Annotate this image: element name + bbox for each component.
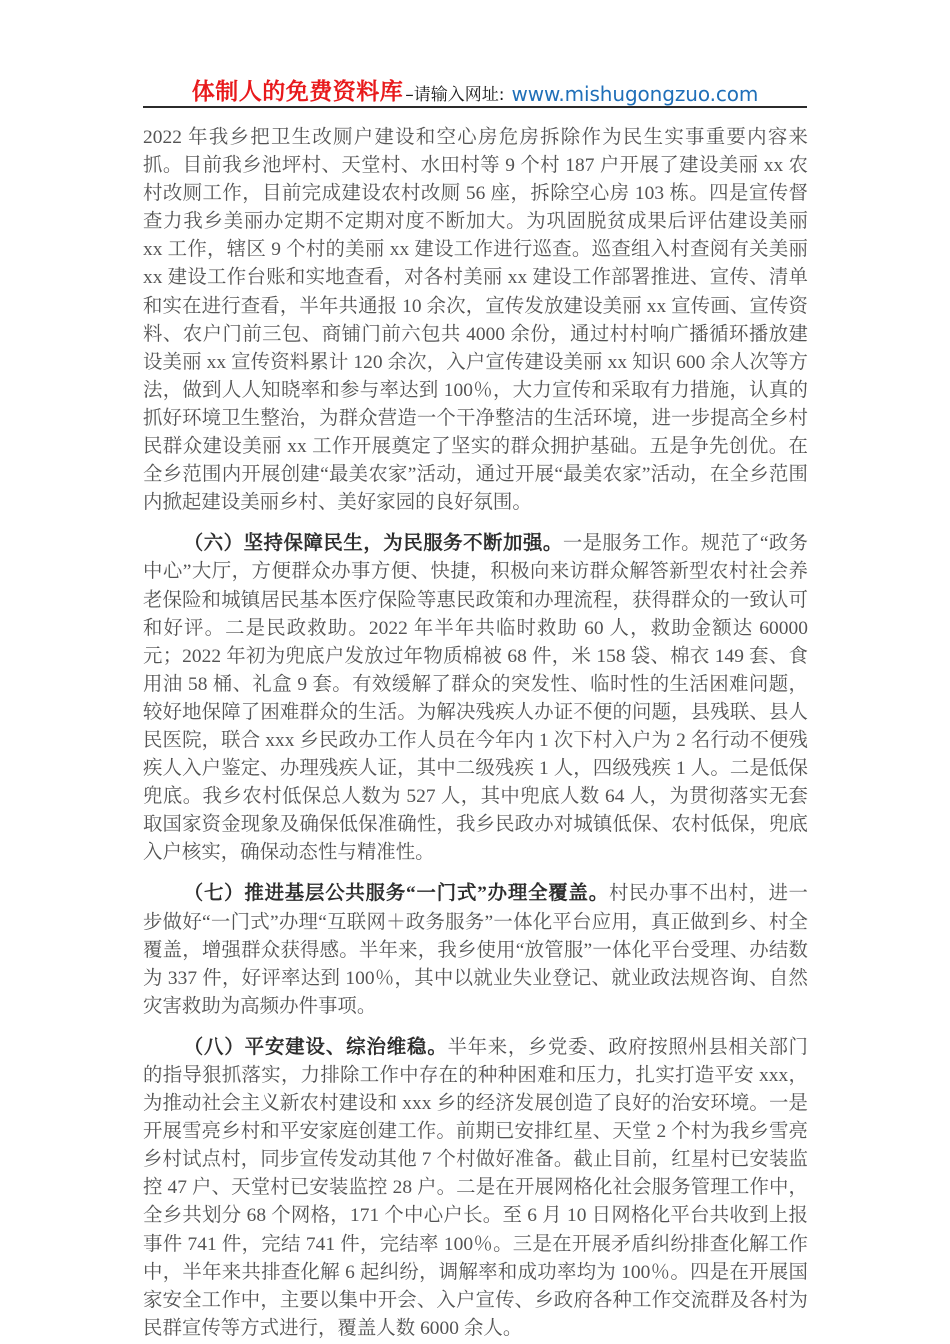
- paragraph-3-text: 村民办事不出村，进一步做好“一门式”办理“互联网＋政务服务”一体化平台应用，真正做到乡、村全覆盖，增强群众获得感。半年来，我乡使用“放管服”一体化平台受理、办结数为 337 件，好评率达到 100％，其中以就业失业登记、就业政法规咨询、自然灾害救助为高频办件事项。: [143, 883, 809, 1017]
- site-watermark-header: [143, 62, 807, 108]
- site-prompt-label: –请输入网址:: [405, 85, 505, 105]
- paragraph-4-text: 半年来，乡党委、政府按照州县相关部门的指导狠抓落实，力排除工作中存在的种种困难和压力，扎实打造平安 xxx，为推动社会主义新农村建设和 xxx 乡的经济发展创造了良好的治安环境。一是开展雪亮乡村和平安家庭创建工作。前期已安排红星、天堂 2 个村为我乡雪亮乡村试点村，同步宣传发动其他 7 个村做好准备。截止目前，红星村已安装监控 47 户、天堂村已安装监控 28 户。二是在开展网格化社会服务管理工作中，全乡共划分 68 个网格，171 个中心户长。至 6 月 10 日网格化平台共收到上报事件 741 件，完结 741 件，完结率 100％。三是在开展矛盾纠纷排查化解工作中，半年来共排查化解 6 起纠纷，调解率和成功率均为 100％。四是在开展国家安全工作中，主要以集中开会、入户宣传、乡政府各种工作交流群及各村为民群宣传等方式进行，覆盖人数 6000 余人。: [143, 1036, 808, 1339]
- paragraph-2-text: 一是服务工作。规范了“政务中心”大厅，方便群众办事方便、快捷，积极向来访群众解答新型农村社会养老保险和城镇居民基本医疗保险等惠民政策和办理流程，获得群众的一致认可和好评。二是民政救助。2022 年半年共临时救助 60 人，救助金额达 60000 元；2022 年初为兜底户发放过年物质棉被 68 件，米 158 袋、棉衣 149 套、食用油 58 桶、礼盒 9 套。有效缓解了群众的突发性、临时性的生活困难问题，较好地保障了困难群众的生活。为解决残疾人办证不便的问题，县残联、县人民医院，联合 xxx 乡民政办工作人员在今年内 1 次下村入户为 2 名行动不便残疾人入户鉴定、办理残疾人证，其中二级残疾 1 人，四级残疾 1 人。二是低保兜底。我乡农村低保总人数为 527 人，其中兜底人数 64 人，为贯彻落实无套取国家资金现象及确保低保准确性，我乡民政办对城镇低保、农村低保，兜底入户核实，确保动态性与精准性。: [143, 533, 808, 864]
- paragraph-1: [143, 124, 808, 517]
- paragraph-3: [143, 880, 808, 1020]
- paragraph-2-heading: （六）坚持保障民生，为民服务不断加强。: [183, 533, 563, 555]
- paragraph-2: [143, 530, 808, 867]
- paragraph-3-heading: （七）推进基层公共服务“一门式”办理全覆盖。: [183, 883, 609, 905]
- site-brand-label: 体制人的免费资料库: [191, 79, 404, 105]
- site-url-label: www.mishugongzuo.com: [511, 82, 759, 106]
- paragraph-4-heading: （八）平安建设、综治维稳。: [183, 1036, 448, 1058]
- paragraph-4: [143, 1034, 808, 1343]
- paragraph-1-text: 2022 年我乡把卫生改厕户建设和空心房危房拆除作为民生实事重要内容来抓。目前我乡池坪村、天堂村、水田村等 9 个村 187 户开展了建设美丽 xx 农村改厕工作，目前完成建设农村改厕 56 座，拆除空心房 103 栋。四是宣传督查力我乡美丽办定期不定期对度不断加大。为巩固脱贫成果后评估建设美丽 xx 工作，辖区 9 个村的美丽 xx 建设工作进行巡查。巡查组入村查阅有关美丽 xx 建设工作台账和实地查看，对各村美丽 xx 建设工作部署推进、宣传、清单和实在进行查看，半年共通报 10 余次，宣传发放建设美丽 xx 宣传画、宣传资料、农户门前三包、商铺门前六包共 4000 余份，通过村村响广播循环播放建设美丽 xx 宣传资料累计 120 余次，入户宣传建设美丽 xx 知识 600 余人次等方法，做到人人知晓率和参与率达到 100％，大力宣传和采取有力措施，认真的抓好环境卫生整治，为群众营造一个干净整洁的生活环境，进一步提高全乡村民群众建设美丽 xx 工作开展奠定了坚实的群众拥护基础。五是争先创优。在全乡范围内开展创建“最美农家”活动，通过开展“最美农家”活动，在全乡范围内掀起建设美丽乡村、美好家园的良好氛围。: [143, 127, 808, 514]
- document-text-body: [143, 124, 808, 1343]
